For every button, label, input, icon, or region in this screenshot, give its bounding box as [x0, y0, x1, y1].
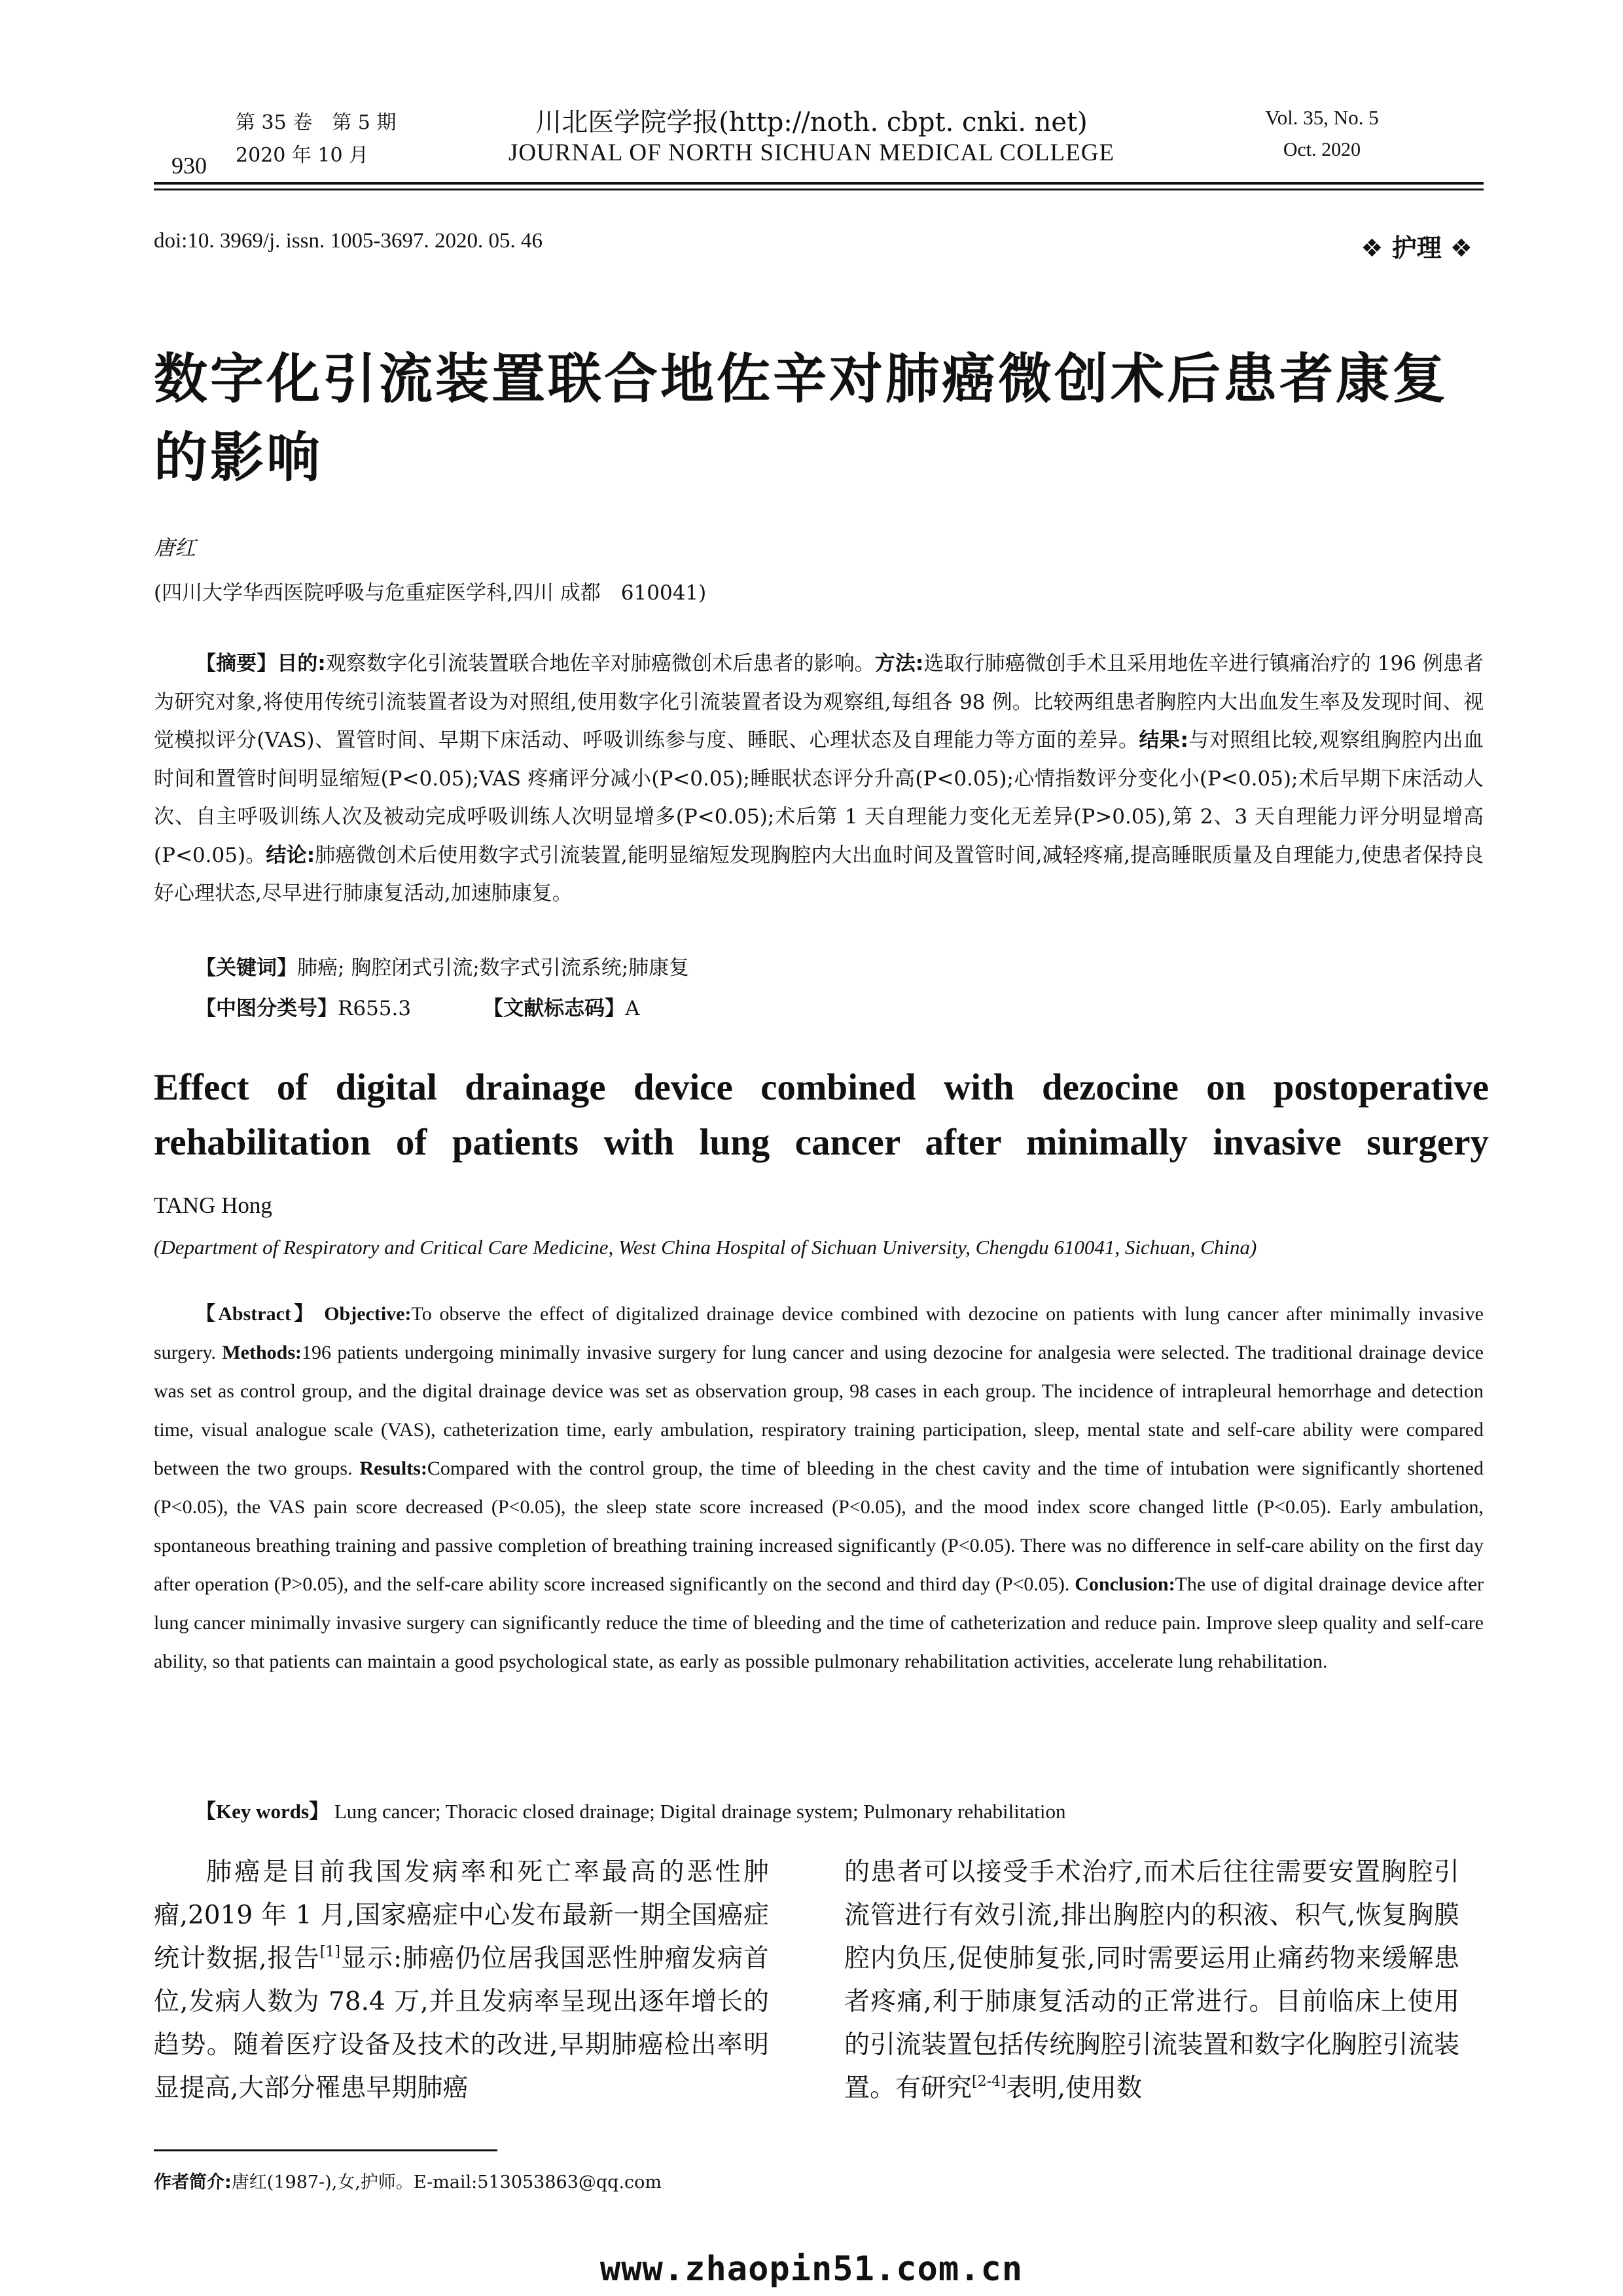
- keywords-text-cn: 肺癌; 胸腔闭式引流;数字式引流系统;肺康复: [297, 956, 690, 980]
- footnote-rule: [154, 2149, 497, 2151]
- title-en-line2: rehabilitation of patients with lung cancer after minimally invasive surgery: [154, 1122, 1489, 1163]
- abstract-label-en: 【Abstract】: [196, 1303, 317, 1325]
- methods-label-en: Methods:: [222, 1342, 302, 1363]
- journal-title-en: JOURNAL OF NORTH SICHUAN MEDICAL COLLEGE: [508, 139, 1115, 166]
- methods-label-cn: 方法:: [874, 652, 924, 675]
- footnote-label: 作者简介:: [154, 2172, 232, 2193]
- abstract-en: [154, 1295, 1484, 1681]
- methods-en: 196 patients undergoing minimally invasive surgery for lung cancer and using dezocine for analgesia were selected. The traditional drainage device was set as control group, and the digital drainage device was set as observation group, 98 cases in each group. The incidence of intrapleural hemorrhage and detection time, visual analogue scale (VAS), catheterization time, early ambulation, respiratory training participation, sleep, mental state and self-care ability were compared between the two groups.: [154, 1342, 1484, 1479]
- title-en-line1: Effect of digital drainage device combined with dezocine on postoperative: [154, 1067, 1489, 1108]
- article-title-en: [154, 1060, 1489, 1170]
- section-tag: ❖ 护理 ❖: [1361, 234, 1472, 262]
- keywords-text-en: Lung cancer; Thoracic closed drainage; Digital drainage system; Pulmonary rehabilitation: [334, 1800, 1066, 1823]
- body-column-right: [844, 1851, 1459, 2110]
- abstract-label-cn: 【摘要】: [196, 652, 277, 675]
- volume-issue-cn: 第 35 卷 第 5 期: [236, 111, 397, 134]
- results-label-cn: 结果:: [1139, 728, 1188, 752]
- results-en: Compared with the control group, the time of bleeding in the chest cavity and the time of intubation were significantly shortened (P<0.05), the VAS pain score decreased (P<0.05), the sleep state score increased (P<0.05), and the mood index score changed little (P<0.05). Early ambulation, spontaneous breathing training and passive completion of breathing training increased significantly (P<0.05). There was no difference in self-care ability on the first day after operation (P>0.05), and the self-care ability score increased significantly on the second and third day (P<0.05).: [154, 1458, 1484, 1595]
- conclusion-label-cn: 结论:: [266, 843, 315, 867]
- doc-code-label: 【文献标志码】: [483, 997, 626, 1020]
- doc-code-value: A: [625, 997, 640, 1020]
- methods-cn: 选取行肺癌微创手术且采用地佐辛进行镇痛治疗的 196 例患者为研究对象,将使用传统引流装置者设为对照组,使用数字化引流装置者设为观察组,每组各 98 例。比较两组患者胸腔内大出血发生率及发现时间、视觉模拟评分(VAS)、置管时间、早期下床活动、呼吸训练参与度、睡眠、心理状态及自理能力等方面的差异。: [154, 652, 1484, 752]
- body-right-text-1: 的患者可以接受手术治疗,而术后往往需要安置胸腔引流管进行有效引流,排出胸腔内的积液、积气,恢复胸膜腔内负压,促使肺复张,同时需要运用止痛药物来缓解患者疼痛,利于肺康复活动的正常进行。目前临床上使用的引流装置包括传统胸腔引流装置和数字化胸腔引流装置。有研究: [844, 1857, 1459, 2103]
- conclusion-label-en: Conclusion:: [1075, 1573, 1175, 1595]
- objective-cn: 观察数字化引流装置联合地佐辛对肺癌微创术后患者的影响。: [325, 652, 875, 675]
- body-left-text-1: 肺癌是目前我国发病率和死亡率最高的恶性肿瘤,2019 年 1 月,国家癌症中心发布最新一期全国癌症统计数据,报告: [154, 1857, 769, 1973]
- watermark-url: www.zhaopin51.com.cn: [599, 2250, 1024, 2289]
- keywords-en: [196, 1795, 1065, 1824]
- article-title-cn: 数字化引流装置联合地佐辛对肺癌微创术后患者康复的影响: [154, 348, 1449, 489]
- conclusion-cn: 肺癌微创术后使用数字式引流装置,能明显缩短发现胸腔内大出血时间及置管时间,减轻疼痛,提高睡眠质量及自理能力,使患者保持良好心理状态,尽早进行肺康复活动,加速肺康复。: [154, 843, 1484, 905]
- body-left-text-2: 显示:肺癌仍位居我国恶性肿瘤发病首位,发病人数为 78.4 万,并且发病率呈现出逐年增长的趋势。随着医疗设备及技术的改进,早期肺癌检出率明显提高,大部分罹患早期肺癌: [154, 1944, 770, 2103]
- header-rule-thick: [154, 182, 1484, 185]
- classification-row: [196, 992, 639, 1021]
- body-column-left: [154, 1851, 769, 2110]
- header-rule-thin: [154, 188, 1484, 190]
- journal-title-cn: 川北医学院学报(http://noth. cbpt. cnki. net): [535, 107, 1088, 137]
- author-footnote: [154, 2168, 662, 2193]
- objective-label-cn: 目的:: [277, 652, 326, 675]
- results-cn: 与对照组比较,观察组胸腔内出血时间和置管时间明显缩短(P<0.05);VAS 疼痛评分减小(P<0.05);睡眠状态评分升高(P<0.05);心情指数评分变化小(P<0.05);术后早期下床活动人次、自主呼吸训练人次及被动完成呼吸训练人次明显增多(P<0.05);术后第 1 天自理能力变化无差异(P>0.05),第 2、3 天自理能力评分明显增高(P<0.05)。: [154, 728, 1484, 867]
- date-en: Oct. 2020: [1283, 139, 1361, 160]
- clc-label: 【中图分类号】: [196, 997, 338, 1020]
- citation-ref-2-4[interactable]: [2-4]: [972, 2073, 1007, 2090]
- keywords-cn: [196, 951, 689, 980]
- body-right-text-2: 表明,使用数: [1006, 2073, 1143, 2103]
- abstract-cn: [154, 645, 1484, 913]
- page-number: 930: [171, 152, 207, 179]
- doi: doi:10. 3969/j. issn. 1005-3697. 2020. 05. 46: [154, 229, 543, 253]
- author-cn: 唐红: [154, 535, 196, 560]
- footnote-text: 唐红(1987-),女,护师。E-mail:513053863@qq.com: [231, 2172, 662, 2193]
- objective-en: To observe the effect of digitalized drainage device combined with dezocine on patients with lung cancer after minimally invasive surgery.: [154, 1303, 1484, 1363]
- objective-label-en: Objective:: [324, 1303, 412, 1325]
- affiliation-cn: (四川大学华西医院呼吸与危重症医学科,四川 成都 610041): [154, 581, 707, 605]
- keywords-label-en: 【Key words】: [196, 1800, 330, 1823]
- citation-ref-1[interactable]: [1]: [319, 1944, 340, 1960]
- keywords-label-cn: 【关键词】: [196, 956, 297, 980]
- date-cn: 2020 年 10 月: [236, 144, 369, 167]
- volume-issue-en: Vol. 35, No. 5: [1265, 106, 1379, 129]
- results-label-en: Results:: [359, 1458, 427, 1479]
- clc-value: R655.3: [338, 997, 412, 1020]
- author-en: TANG Hong: [154, 1193, 272, 1218]
- conclusion-en: The use of digital drainage device after lung cancer minimally invasive surgery can significantly reduce the time of bleeding and the time of catheterization and reduce pain. Improve sleep quality and self-care ability, so that patients can maintain a good psychological state, as early as possible pulmonary rehabilitation activities, accelerate lung rehabilitation.: [154, 1573, 1484, 1672]
- affiliation-en: (Department of Respiratory and Critical Care Medicine, West China Hospital of Sichuan University, Chengdu 610041, Sichuan, China): [154, 1236, 1257, 1259]
